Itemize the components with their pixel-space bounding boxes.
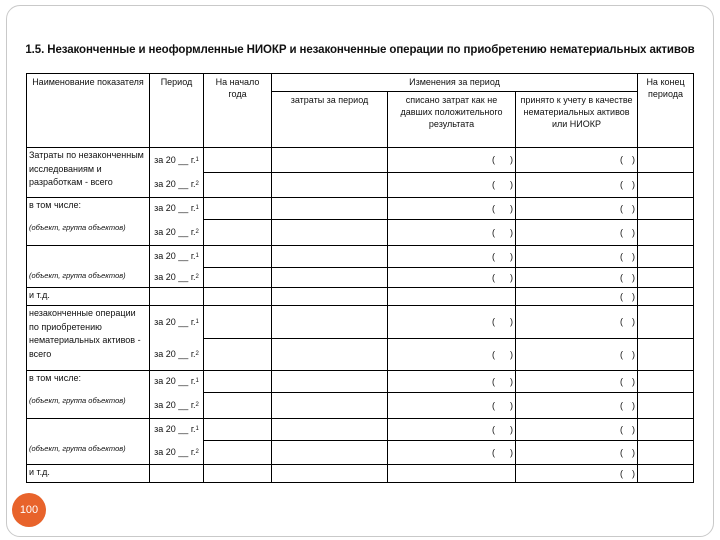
header-changes: Изменения за период	[272, 74, 638, 92]
written-off-cell	[388, 148, 516, 173]
section1-label: Затраты по незаконченным исследованиям и разработкам - всего	[27, 148, 150, 198]
end-cell	[638, 148, 694, 173]
object-label: (объект, группа объектов)	[27, 268, 150, 288]
period-cell: за 20 __ г.$^2$	[150, 173, 204, 198]
including-label: в том числе:	[27, 198, 150, 220]
period-suffix: г.	[190, 179, 196, 190]
close-bracket: )	[510, 154, 513, 165]
page-title: 1.5. Незаконченные и неоформленные НИОКР и незаконченные операции по приобретению нематериальных активов	[25, 44, 695, 56]
header-start: На начало года	[204, 74, 272, 148]
period-text: за 20	[154, 154, 176, 165]
header-end: На конец периода	[638, 74, 694, 148]
period-suffix: г.	[190, 154, 196, 165]
header-costs: затраты за период	[272, 92, 388, 148]
page-number-badge: 100	[12, 493, 46, 527]
period-cell: за 20 __ г.$^1$	[150, 148, 204, 173]
open-bracket: (	[492, 154, 495, 165]
start-cell	[204, 148, 272, 173]
period-text: за 20	[154, 179, 176, 190]
header-period: Период	[150, 74, 204, 148]
costs-cell	[272, 148, 388, 173]
close-bracket: )	[632, 154, 636, 165]
object-label: (объект, группа объектов)	[27, 220, 150, 246]
period-mark: 1	[195, 156, 199, 163]
header-name: Наименование показателя	[27, 74, 150, 148]
header-accepted: принято к учету в качестве нематериальных активов или НИОКР	[516, 92, 638, 148]
section2-label: незаконченные операции по приобретению нематериальных активов - всего	[27, 306, 150, 371]
report-table: Наименование показателя Период На начало года Изменения за период На конец периода затраты за период списано затрат как не давших положительного результата принято к учету в качестве нематериальных активов или НИОКР Затраты по незаконченным исследованиям и разработкам - всего за 20 __ г.$^1$ ( ) ( ) за 20 __ г.$^2$ ( ) ( ) в том числе: за 20 __ г.$^1$ ( ) ( ) (объект, группа объектов) за 20 __ г.$^2$ ( ) ( ) за 20 __ г.$^1$ ( ) ( ) (объект, группа объектов) за 20 __ г.$^2$ ( ) ( ) и т.д. ( ) незаконченные операции по приобретению нематериальных активов - всего за 20 __ г.$^1$ ( ) ( ) за 20 __ г.$^2$ ( ) ( ) в том числе: за 20 __ г.$^1$ ( ) ( ) (объект, группа объектов) за 20 __ г.$^2$ ( ) ( ) за 20 __ г.$^1$ ( ) ( ) (объект, группа объектов) за 20 __ г.$^2$ ( ) ( ) и т.д. ( )	[26, 73, 694, 483]
open-bracket: (	[620, 154, 623, 165]
etc-label: и т.д.	[27, 288, 150, 306]
period-mark: 2	[195, 181, 199, 188]
header-written-off: списано затрат как не давших положительного результата	[388, 92, 516, 148]
accepted-cell	[516, 148, 638, 173]
